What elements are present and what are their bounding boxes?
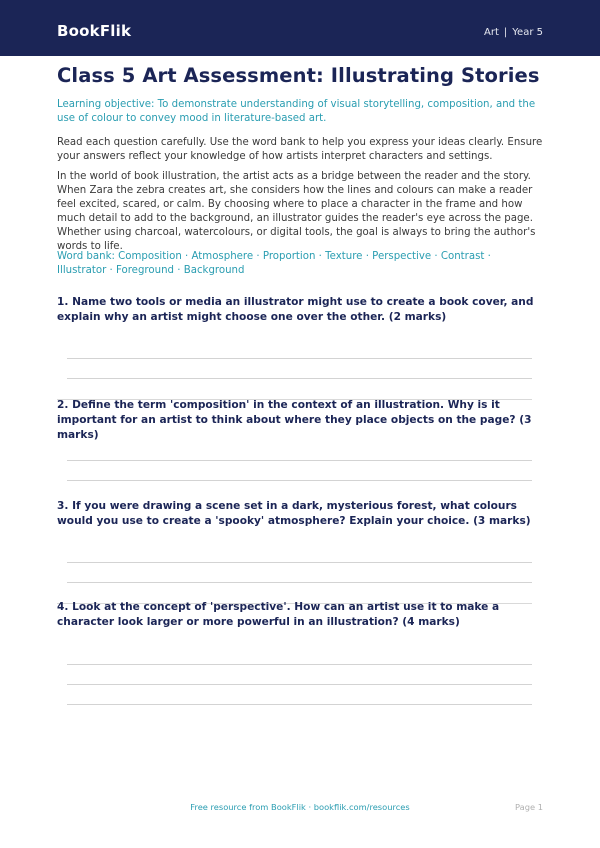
word-bank: Word bank: Composition · Atmosphere · Proportion · Texture · Perspective · Contrast · Illustrator · Foreground · Background — [57, 251, 491, 276]
instructions-text: Read each question carefully. Use the word bank to help you express your ideas clearly. Ensure your answers reflect your knowledge of how artists interpret characters and settings. — [57, 137, 543, 162]
separator: | — [503, 27, 508, 38]
footer-credit[interactable]: Free resource from BookFlik · bookflik.com/resources — [190, 802, 410, 812]
question-2: 2. Define the term 'composition' in the context of an illustration. Why is it important for an artist to think about where they place objects on the page? (3 marks) — [57, 399, 532, 441]
answer-line[interactable] — [67, 480, 532, 481]
answer-line[interactable] — [67, 664, 532, 665]
answer-line[interactable] — [67, 582, 532, 583]
question-1: 1. Name two tools or media an illustrator might use to create a book cover, and explain why an artist might choose one over the other. (2 marks) — [57, 296, 534, 323]
brand-logo[interactable]: BookFlik — [57, 22, 132, 40]
passage-text: In the world of book illustration, the artist acts as a bridge between the reader and the story. When Zara the zebra creates art, she considers how the lines and colours can make a reader feel excited, scared, or calm. By choosing where to place a character in the frame and how much detail to add to the background, an illustrator guides the reader's eye across the page. Whether using charcoal, watercolours, or digital tools, the goal is always to bring the author's words to life. — [57, 171, 536, 252]
question-4: 4. Look at the concept of 'perspective'. How can an artist use it to make a character look larger or more powerful in an illustration? (4 marks) — [57, 601, 500, 628]
subject-year — [484, 27, 543, 38]
year-label: Year 5 — [512, 27, 543, 38]
question-3: 3. If you were drawing a scene set in a dark, mysterious forest, what colours would you use to create a 'spooky' atmosphere? Explain your choice. (3 marks) — [57, 500, 531, 527]
header-bar — [0, 0, 600, 56]
answer-line[interactable] — [67, 378, 532, 379]
answer-line[interactable] — [67, 704, 532, 705]
answer-line[interactable] — [67, 358, 532, 359]
page-title: Class 5 Art Assessment: Illustrating Stories — [57, 64, 540, 87]
answer-line[interactable] — [67, 562, 532, 563]
subject-label: Art — [484, 27, 499, 38]
answer-line[interactable] — [67, 460, 532, 461]
page-number: Page 1 — [514, 802, 543, 812]
answer-line[interactable] — [67, 684, 532, 685]
learning-objective: Learning objective: To demonstrate understanding of visual storytelling, composition, and the use of colour to convey mood in literature-based art. — [57, 99, 536, 124]
